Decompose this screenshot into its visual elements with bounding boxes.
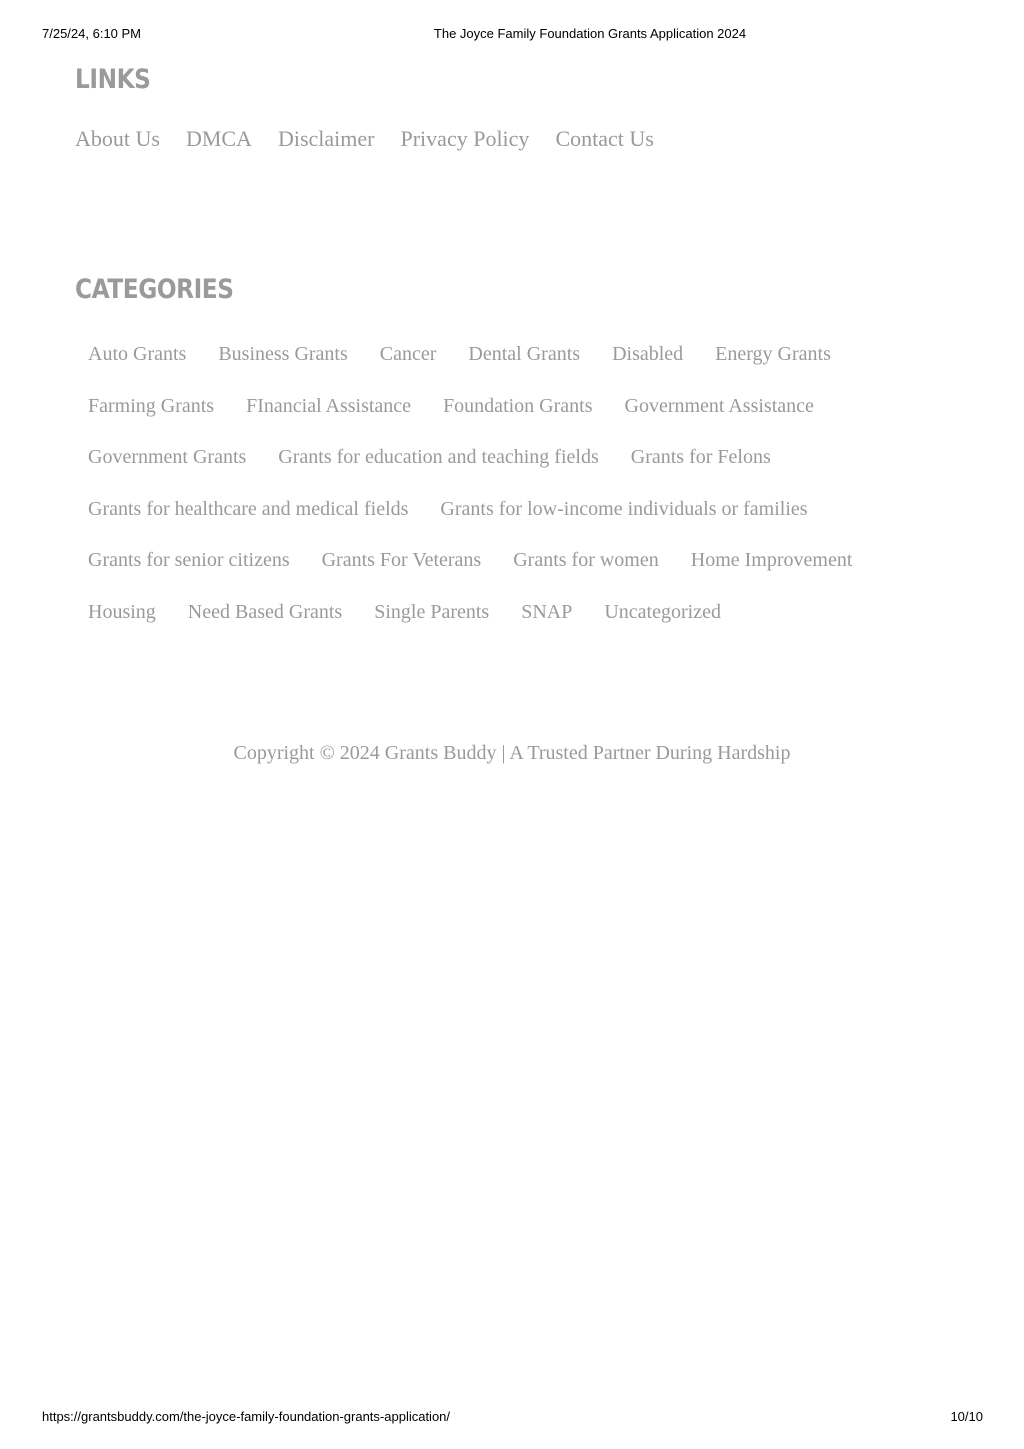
print-footer <box>0 1409 1024 1427</box>
print-page-title: The Joyce Family Foundation Grants Application 2024 <box>433 26 747 41</box>
print-header <box>0 26 1024 44</box>
category-link[interactable]: Government Grants <box>88 446 247 469</box>
print-url: https://grantsbuddy.com/the-joyce-family-foundation-grants-application/ <box>42 1409 451 1424</box>
category-link[interactable]: Grants for healthcare and medical fields <box>88 497 409 520</box>
links-heading: LINKS <box>75 64 151 95</box>
category-link[interactable]: Government Assistance <box>624 394 814 417</box>
category-link[interactable]: Grants for women <box>513 549 659 572</box>
category-link[interactable]: Auto Grants <box>88 343 187 365</box>
link-about-us[interactable]: About Us <box>75 126 160 151</box>
link-dmca[interactable]: DMCA <box>185 126 252 151</box>
category-link[interactable]: Disabled <box>612 343 684 365</box>
link-privacy-policy[interactable]: Privacy Policy <box>400 126 530 151</box>
footer-links-nav <box>75 126 680 152</box>
category-link[interactable]: Farming Grants <box>88 394 215 417</box>
category-link[interactable]: Home Improvement <box>690 549 853 572</box>
category-link[interactable]: Dental Grants <box>468 343 581 365</box>
category-link[interactable]: Energy Grants <box>715 343 831 365</box>
category-link[interactable]: Cancer <box>379 343 437 365</box>
category-link[interactable]: SNAP <box>521 600 573 623</box>
categories-heading: CATEGORIES <box>75 274 234 305</box>
print-page-number: 10/10 <box>950 1409 983 1424</box>
print-datetime: 7/25/24, 6:10 PM <box>42 26 142 41</box>
category-list <box>88 340 968 650</box>
link-disclaimer[interactable]: Disclaimer <box>277 126 375 151</box>
category-link[interactable]: Foundation Grants <box>443 394 593 417</box>
category-link[interactable]: Need Based Grants <box>187 600 343 623</box>
category-link[interactable]: Grants for senior citizens <box>88 549 290 572</box>
copyright-text: Copyright © 2024 Grants Buddy | A Trusted Partner During Hardship <box>233 742 791 764</box>
link-contact-us[interactable]: Contact Us <box>555 126 654 151</box>
category-link[interactable]: Single Parents <box>374 600 490 623</box>
category-link[interactable]: Housing <box>88 600 156 623</box>
category-link[interactable]: Grants for Felons <box>630 446 771 469</box>
category-link[interactable]: Grants for low-income individuals or families <box>440 497 808 520</box>
category-link[interactable]: Uncategorized <box>604 600 721 623</box>
category-link[interactable]: Grants For Veterans <box>321 549 482 572</box>
category-link[interactable]: Grants for education and teaching fields <box>278 446 599 469</box>
category-link[interactable]: FInancial Assistance <box>246 394 412 417</box>
category-link[interactable]: Business Grants <box>218 343 348 365</box>
